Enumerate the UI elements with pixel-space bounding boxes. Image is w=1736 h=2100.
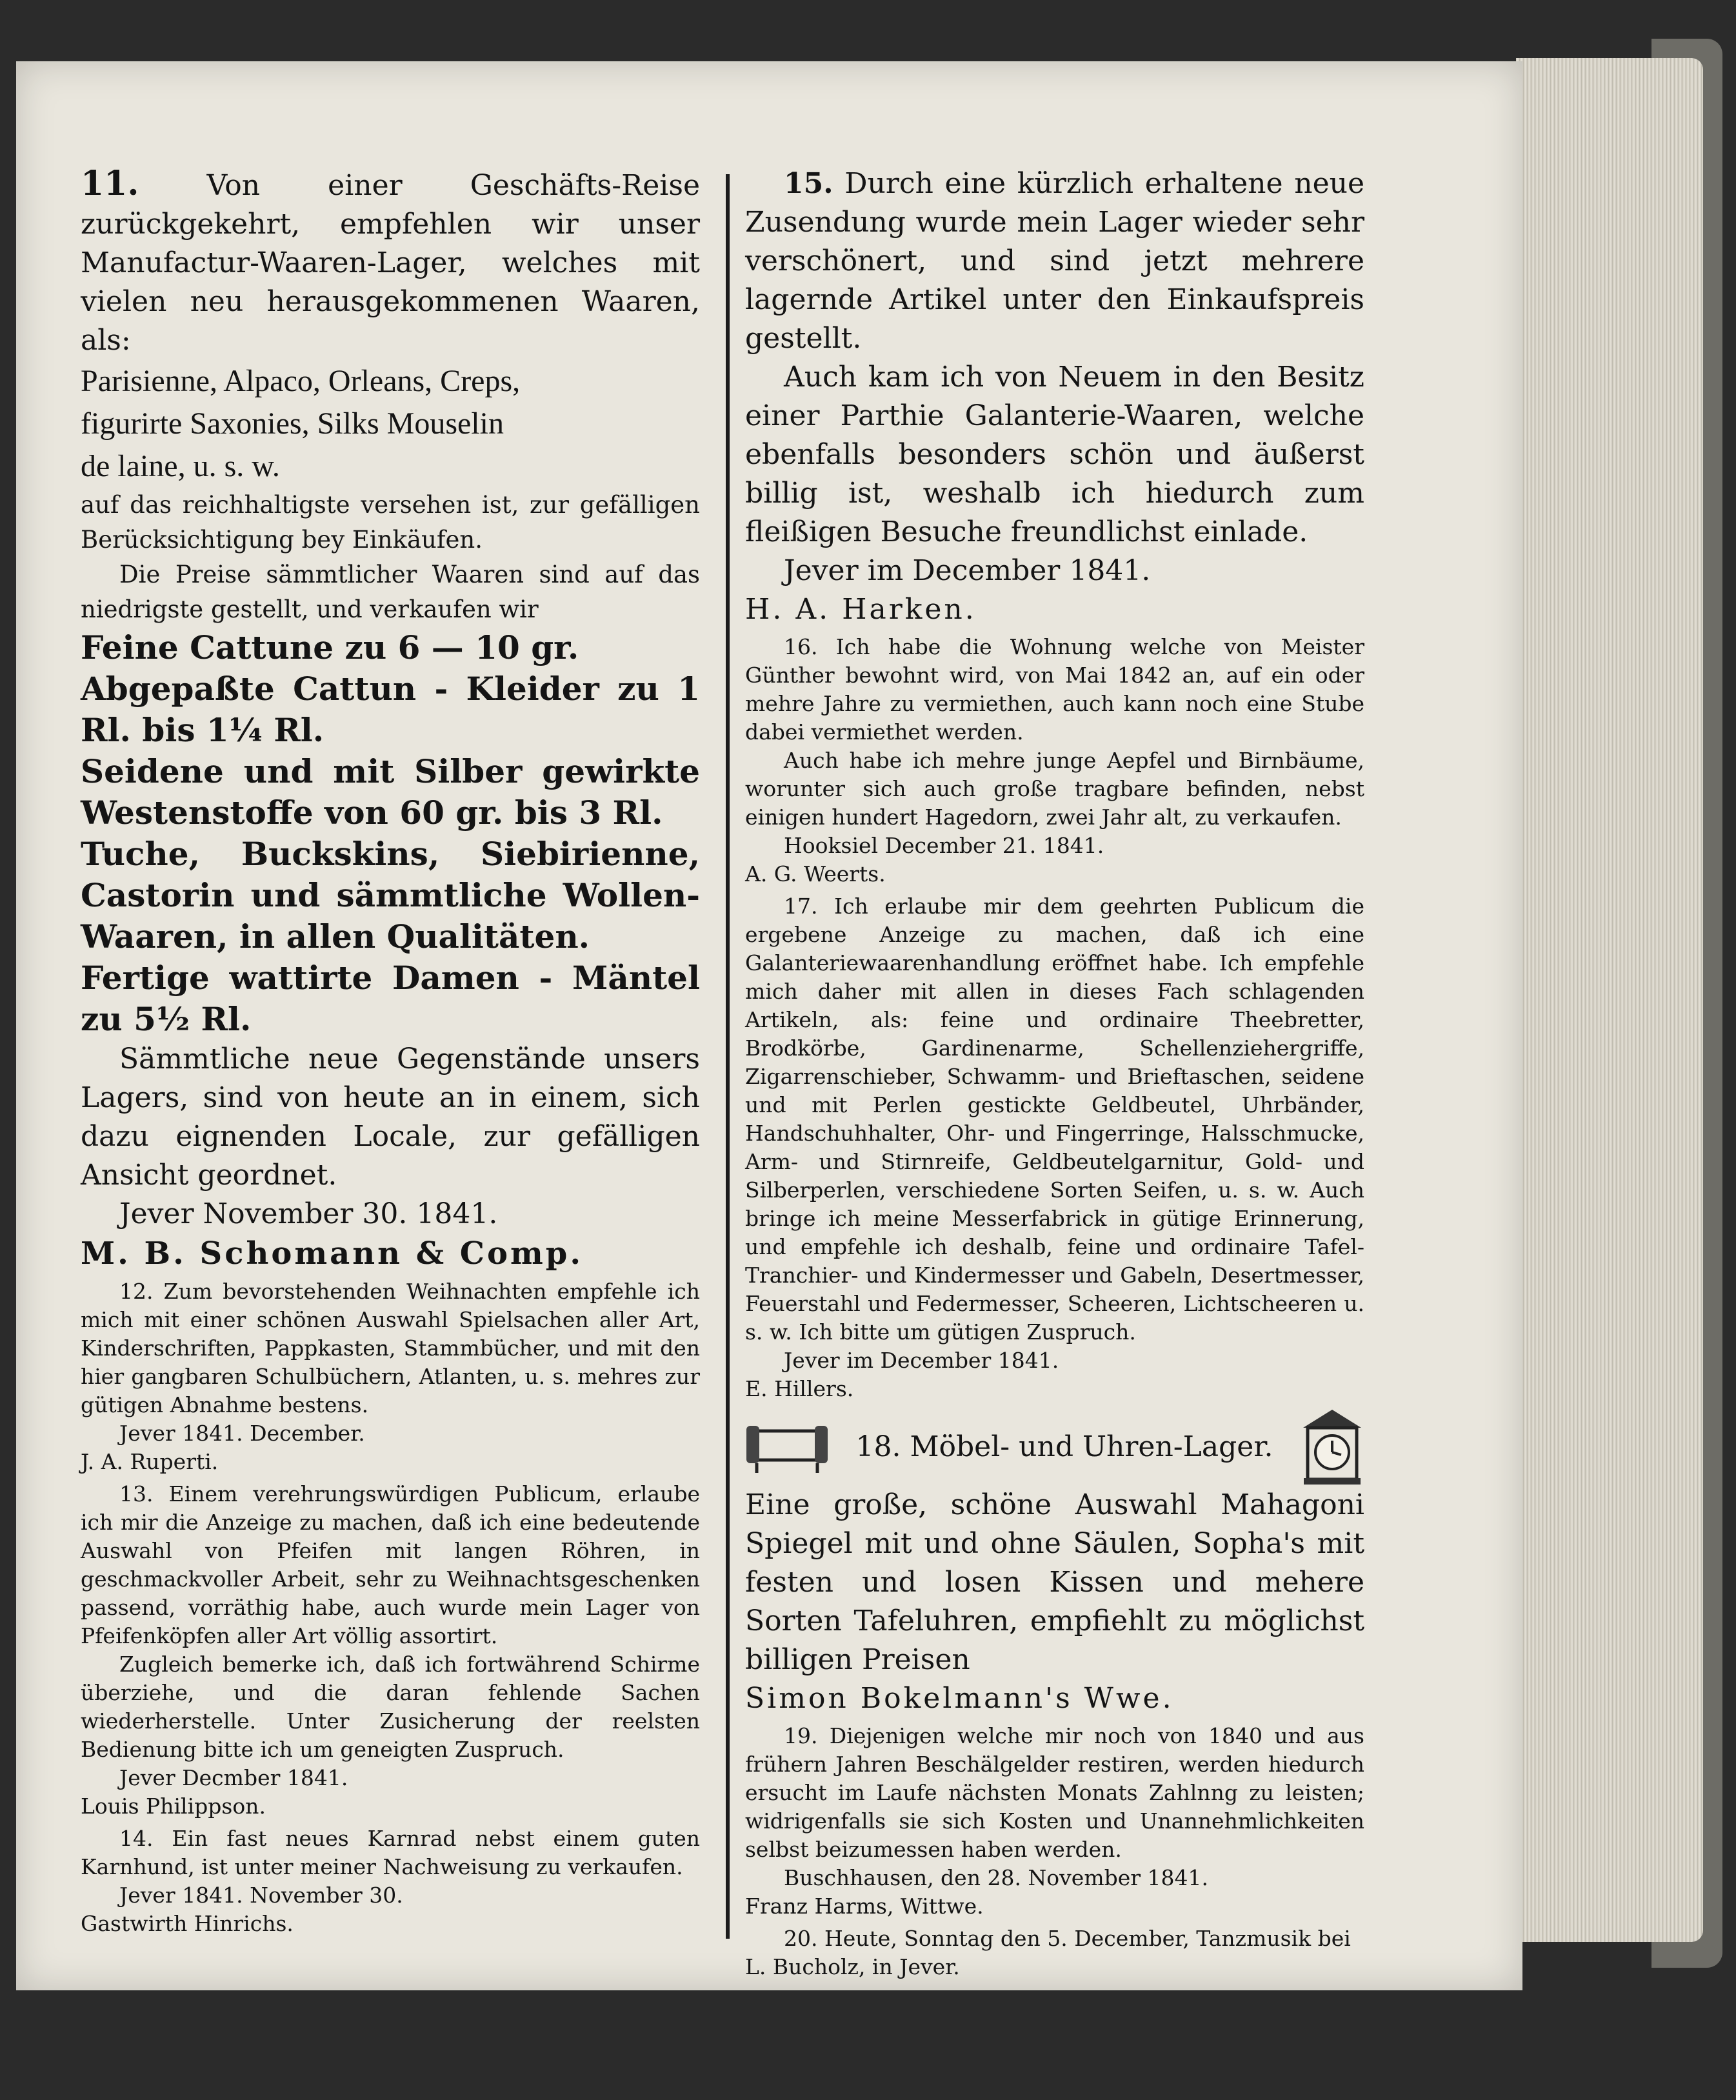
ad-text: Ich erlaube mir dem geehrten Publicum die ergebene Anzeige zu machen, daß ich eine Galanteriewaarenhandlung eröffnet habe. Ich empfehle mich daher mit allen in dieses Fach schlagenden Artikeln, als: feine und ordinaire Theebretter, Brodkörbe, Gardinenarme, Schellenziehergriffe, Zigarrenschieber, Schwamm- und Brieftaschen, seidene und mit Perlen gestickte Geldbeutel, Uhrbänder, Handschuhhalter, Ohr- und Fingerringe, Halsschmucke, Arm- und Stirnreife, Geldbeutelgarnitur, Gold- und Silberperlen, verschiedene Sorten Seifen, u. s. w. Auch bringe ich meine Messerfabrick in gütige Erinnerung, und empfehle ich deshalb, feine und ordinaire Tafel-Tranchier- und Kindermesser und Gabeln, Desertmesser, Feuerstahl und Federmesser, Scheeren, Lichtscheeren u. s. w. Ich bitte um gütigen Zuspruch.	[745, 894, 1364, 1345]
ad-number: 11.	[81, 164, 139, 203]
ad-number: 16.	[784, 634, 818, 659]
ad-signature: L. Bucholz, in Jever.	[745, 1954, 960, 1979]
ad-number: 20.	[784, 1926, 818, 1951]
ad-text: Zum bevorstehenden Weihnachten empfehle ich mich mit einer schönen Auswahl Spielsachen aller Art, Kinderschriften, Pappkasten, Stammbücher, und mit den hier gangbaren Schulbüchern, Atlanten, u. s. mehres zur gütigen Abnahme bestens.	[81, 1279, 700, 1417]
ad-signature: H. A. Harken.	[745, 593, 977, 626]
price-item: Tuche, Buckskins, Siebirienne, Castorin und sämmtliche Wollen-Waaren, in allen Qualitäten.	[81, 835, 700, 955]
ad-number: 14.	[119, 1826, 154, 1851]
ad-headline: Möbel- und Uhren-Lager.	[910, 1430, 1273, 1463]
price-item: Seidene und mit Silber gewirkte Westenstoffe von 60 gr. bis 3 Rl.	[81, 752, 700, 832]
ad-signature: Gastwirth Hinrichs.	[81, 1911, 294, 1936]
ad-signature: Louis Philippson.	[81, 1794, 266, 1819]
ad-text: Heute, Sonntag den 5. December, Tanzmusik bei	[824, 1926, 1351, 1951]
advertisement-17	[745, 892, 1364, 1403]
advertisement-16	[745, 633, 1364, 888]
price-item: Abgepaßte Cattun - Kleider zu 1 Rl. bis 1¼ Rl.	[81, 670, 700, 749]
ad-place-date: Buschhausen, den 28. November 1841.	[784, 1865, 1209, 1890]
ad-text: Auch habe ich mehre junge Aepfel und Birnbäume, worunter sich auch große tragbare befinden, nebst einigen hundert Hagedorn, zwei Jahr alt, zu verkaufen.	[745, 748, 1364, 830]
ad-headline-row	[745, 1408, 1364, 1486]
ad-text: Diejenigen welche mir noch von 1840 und aus frühern Jahren Beschälgelder restiren, werden hiedurch ersucht im Laufe nächsten Monats Zahlnng zu leisten; widrigenfalls sie sich Kosten und Unannehmlichkeiten selbst beizumessen haben werden.	[745, 1723, 1364, 1862]
right-column	[745, 165, 1364, 1985]
ad-signature: Franz Harms, Wittwe.	[745, 1894, 984, 1919]
ad-text: Ich habe die Wohnung welche von Meister Günther bewohnt wird, von Mai 1842 an, auf ein oder mehre Jahre zu vermiethen, auch kann noch eine Stube dabei vermiethet werden.	[745, 634, 1364, 745]
ad-place-date: Jever im December 1841.	[784, 554, 1151, 587]
ad-text: Auch kam ich von Neuem in den Besitz einer Parthie Galanterie-Waaren, welche ebenfalls besonders schön und äußerst billig ist, weshalb ich hiedurch zum fleißigen Besuche freundlichst einlade.	[745, 361, 1364, 548]
ad-text: Von einer Geschäfts-Reise zurückgekehrt, empfehlen wir unser Manufactur-Waaren-Lager, welches mit vielen neu herausgekommenen Waaren, als:	[81, 169, 700, 357]
fabric-line: Parisienne, Alpaco, Orleans, Creps,	[81, 364, 521, 398]
ad-number: 13.	[119, 1481, 154, 1506]
ad-place-date: Jever November 30. 1841.	[119, 1197, 498, 1230]
ad-text: Ein fast neues Karnrad nebst einem guten Karnhund, ist unter meiner Nachweisung zu verkaufen.	[81, 1826, 700, 1879]
advertisement-11	[81, 165, 700, 1274]
page-edges	[1516, 58, 1703, 1942]
advertisement-12	[81, 1277, 700, 1476]
ad-place-date: Jever im December 1841.	[784, 1348, 1059, 1373]
ad-place-date: Jever 1841. November 30.	[119, 1883, 403, 1908]
ad-place-date: Jever Decmber 1841.	[119, 1765, 348, 1790]
ad-text: Die Preise sämmtlicher Waaren sind auf das niedrigste gestellt, und verkaufen wir	[81, 561, 700, 623]
fabric-line: figurirte Saxonies, Silks Mouselin	[81, 406, 504, 441]
left-column	[81, 165, 700, 1942]
ad-signature: J. A. Ruperti.	[81, 1449, 219, 1474]
newspaper-page	[16, 61, 1522, 1990]
ad-signature: A. G. Weerts.	[745, 861, 886, 886]
column-divider	[726, 174, 730, 1939]
ad-signature: M. B. Schomann & Comp.	[81, 1235, 584, 1272]
sofa-icon	[745, 1418, 829, 1476]
fabric-line: de laine, u. s. w.	[81, 449, 280, 483]
ad-text: Sämmtliche neue Gegenstände unsers Lagers, sind von heute an in einem, sich dazu eignenden Locale, zur gefälligen Ansicht geordnet.	[81, 1043, 700, 1192]
advertisement-19	[745, 1722, 1364, 1921]
ad-place-date: Jever 1841. December.	[119, 1421, 365, 1446]
advertisement-18	[745, 1408, 1364, 1718]
ad-number: 12.	[119, 1279, 154, 1304]
price-item: Fertige wattirte Damen - Mäntel zu 5½ Rl.	[81, 959, 700, 1038]
clock-icon	[1300, 1408, 1364, 1486]
ad-number: 17.	[784, 894, 818, 919]
ad-signature: Simon Bokelmann's Wwe.	[745, 1682, 1174, 1715]
ad-text: auf das reichhaltigste versehen ist, zur gefälligen Berücksichtigung bey Einkäufen.	[81, 491, 700, 554]
ad-text: Durch eine kürzlich erhaltene neue Zusendung wurde mein Lager wieder sehr verschönert, und sind jetzt mehrere lagernde Artikel unter den Einkaufspreis gestellt.	[745, 167, 1364, 355]
price-item: Feine Cattune zu 6 — 10 gr.	[81, 628, 579, 666]
ad-place-date: Hooksiel December 21. 1841.	[784, 833, 1104, 858]
ad-signature: E. Hillers.	[745, 1376, 854, 1401]
advertisement-13	[81, 1480, 700, 1821]
advertisement-20	[745, 1925, 1364, 1981]
ad-intro	[81, 165, 700, 360]
ad-number: 15.	[784, 167, 833, 200]
ad-number: 18.	[855, 1430, 901, 1463]
ad-text: Zugleich bemerke ich, daß ich fortwährend Schirme überziehe, und die daran fehlende Sachen wiederherstelle. Unter Zusicherung der reelsten Bedienung bitte ich um geneigten Zuspruch.	[81, 1652, 700, 1762]
ad-text: Einem verehrungswürdigen Publicum, erlaube ich mir die Anzeige zu machen, daß ich eine bedeutende Auswahl von Pfeifen mit langen Röhren, in geschmackvoller Arbeit, sehr zu Weihnachtsgeschenken passend, vorräthig habe, auch wurde mein Lager von Pfeifenköpfen aller Art völlig assortirt.	[81, 1481, 700, 1648]
ad-text: Eine große, schöne Auswahl Mahagoni Spiegel mit und ohne Säulen, Sopha's mit festen und losen Kissen und mehere Sorten Tafeluhren, empfiehlt zu möglichst billigen Preisen	[745, 1488, 1364, 1676]
advertisement-14	[81, 1825, 700, 1938]
advertisement-15	[745, 165, 1364, 629]
ad-number: 19.	[784, 1723, 818, 1748]
